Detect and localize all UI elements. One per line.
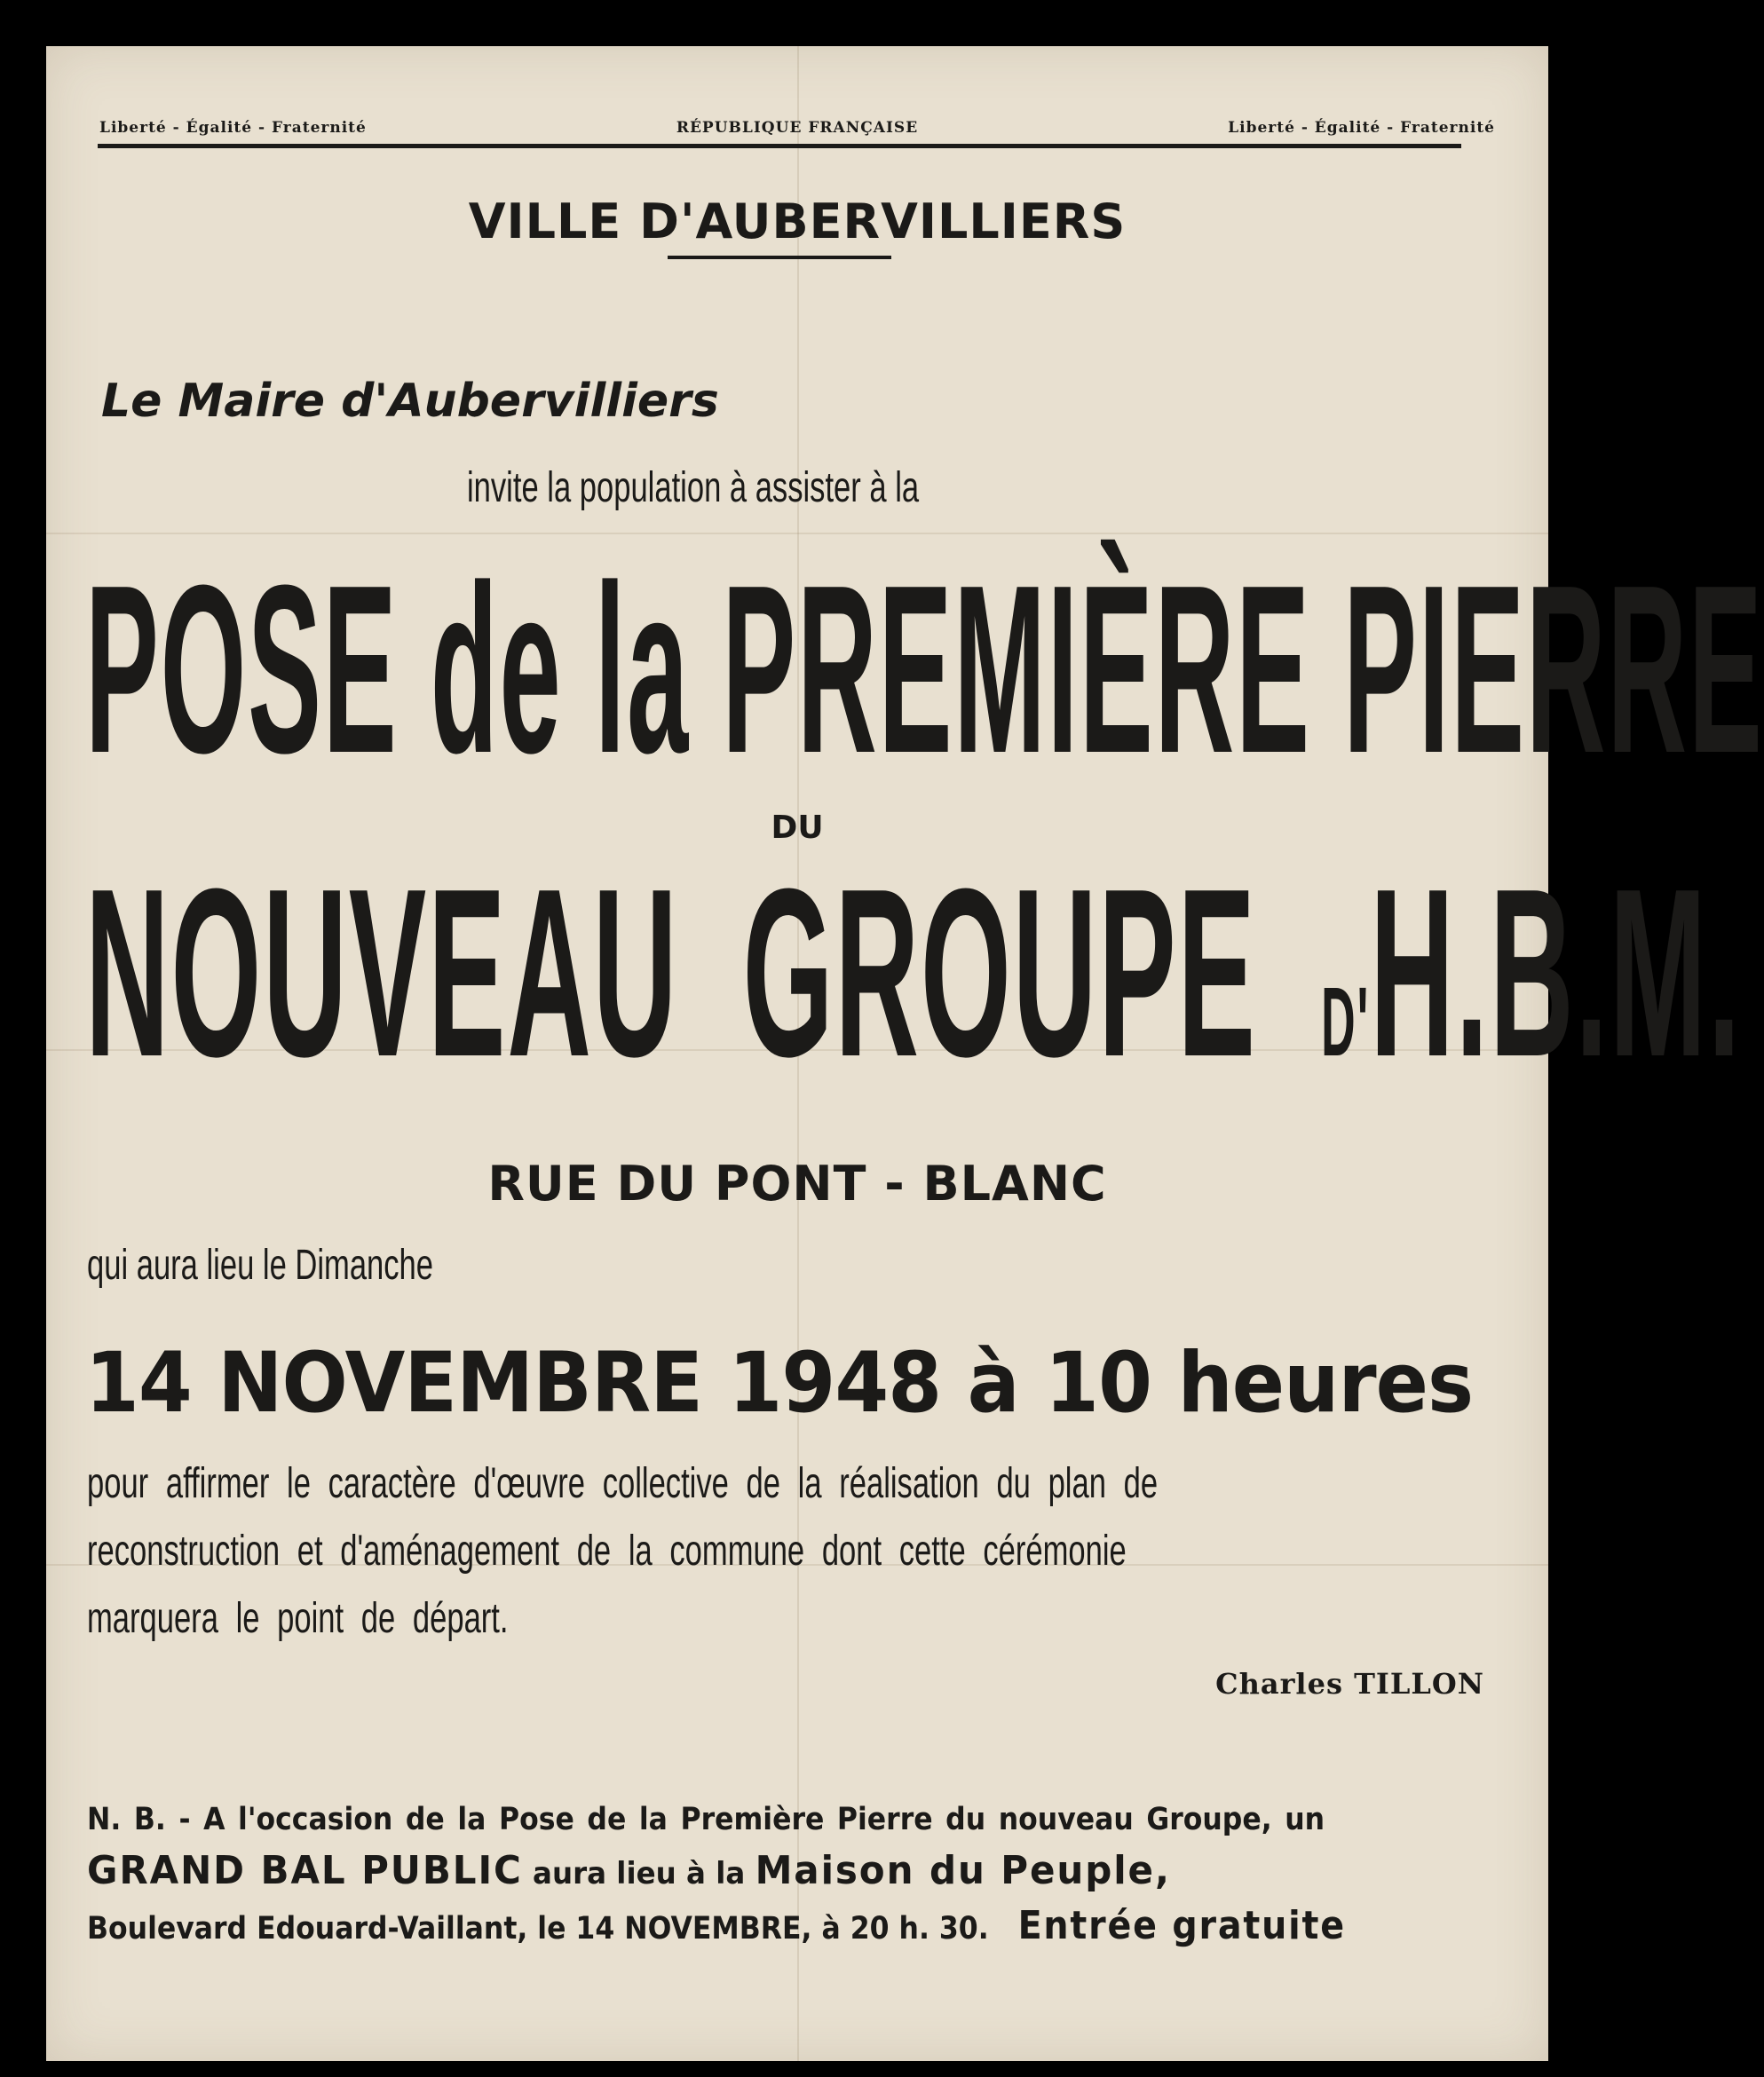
headline-du: DU [771,809,824,846]
nb-line-2-middle: aura lieu à la [522,1856,755,1891]
nb-line-3 [87,1903,1346,1948]
headline-hbm: H.B.M. [1370,840,1743,1107]
fold-line-horizontal [46,533,1548,534]
city-underline [668,256,891,259]
when-intro: qui aura lieu le Dimanche [87,1242,433,1289]
header-rule [98,144,1461,148]
headline-first-stone: POSE de la PREMIÈRE PIERRE [85,536,1764,803]
motto-left: Liberté - Égalité - Fraternité [99,119,367,137]
nb-line-1: N. B. - A l'occasion de la Pose de la Première Pierre du nouveau Groupe, un [87,1802,1325,1837]
poster [46,46,1764,2061]
city-title: VILLE D'AUBERVILLIERS [468,193,1127,249]
motto-right: Liberté - Égalité - Fraternité [1228,119,1495,137]
signature: Charles TILLON [1215,1667,1484,1701]
purpose-line-3: marquera le point de départ. [87,1595,509,1642]
headline-d-apostrophe: D' [1321,967,1371,1077]
free-entry: Entrée gratuite [1017,1903,1346,1948]
street-line: RUE DU PONT - BLANC [487,1156,1107,1212]
grand-bal-public: GRAND BAL PUBLIC [87,1848,523,1893]
nb-line-3-address: Boulevard Edouard-Vaillant, le 14 NOVEMBRE, à 20 h. 30. [87,1911,989,1947]
mayor-line: Le Maire d'Aubervilliers [101,375,719,428]
republic-title: RÉPUBLIQUE FRANÇAISE [676,119,919,137]
headline-new-group-main: NOUVEAU GROUPE [85,840,1257,1107]
event-date: 14 NOVEMBRE 1948 à 10 heures [85,1335,1474,1432]
invite-line: invite la population à assister à la [467,464,920,511]
purpose-line-2: reconstruction et d'aménagement de la commune dont cette cérémonie [87,1528,1127,1575]
nb-line-2 [87,1848,1171,1893]
maison-du-peuple: Maison du Peuple, [755,1848,1171,1893]
purpose-line-1: pour affirmer le caractère d'œuvre collective de la réalisation du plan de [87,1460,1159,1507]
headline-new-group [85,840,1743,1107]
